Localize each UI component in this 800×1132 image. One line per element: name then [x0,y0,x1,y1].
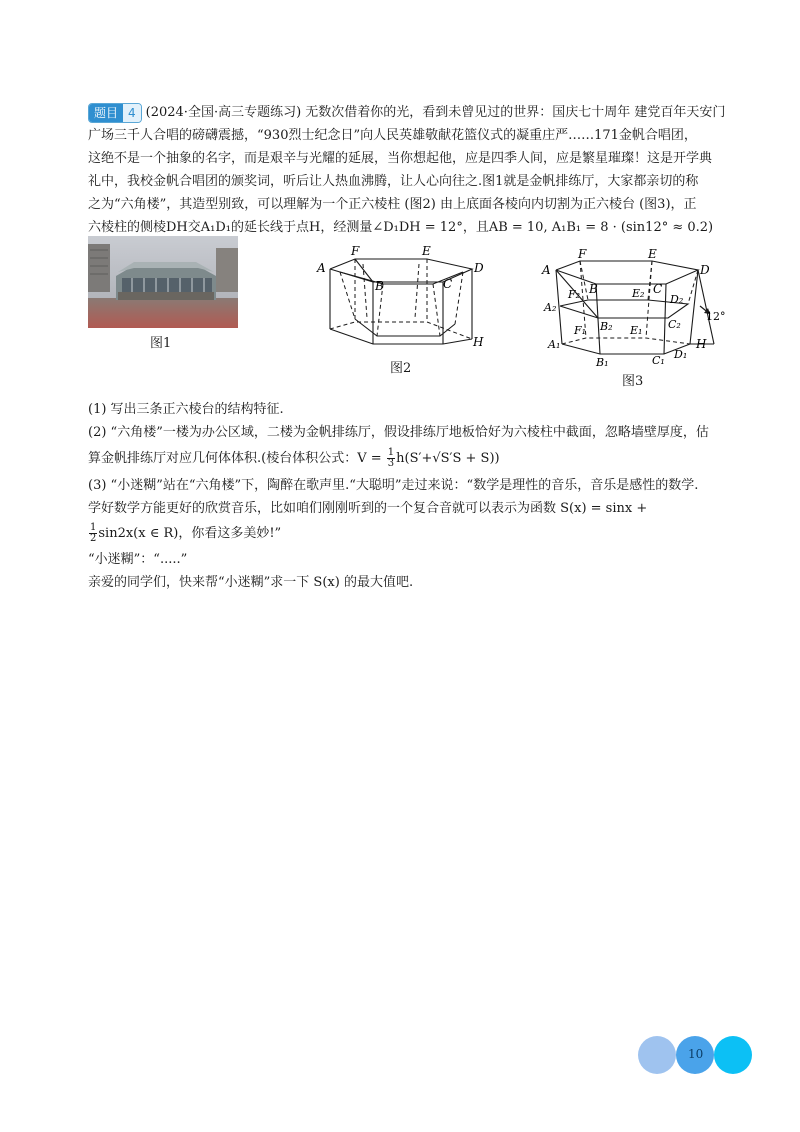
angle-label: 12° [706,310,726,323]
question-3-line-2: 学好数学方能更好的欣赏音乐，比如咱们刚刚听到的一个复合音就可以表示为函数 S(x) = sinx + [88,501,648,516]
figure-1-photo [88,236,238,328]
question-3-line-5: 亲爱的同学们，快来帮“小迷糊”求一下 S(x) 的最大值吧. [88,575,414,590]
label-B2: B₂ [600,320,613,333]
hexagonal-frustum-svg [538,248,738,370]
fraction-one-half [89,523,97,544]
intro-line-3: 这绝不是一个抽象的名字，而是艰辛与光耀的延展，当你想起他，应是四季人间，应是繁星璀璨！这是开学典 [88,151,713,166]
hexagon-building-photo [88,236,238,328]
label-B: B [589,282,598,296]
fraction-one-third [387,448,395,469]
label-C: C [443,277,453,291]
label-E: E [648,248,657,261]
label-F: F [351,244,360,258]
label-F: F [578,248,587,261]
badge-number: 4 [123,104,141,122]
question-3-line-4: “小迷糊”：“.....” [88,552,188,567]
figure-2-diagram [315,244,495,360]
figure-2-caption: 图2 [390,361,412,376]
label-E: E [422,244,431,258]
figure-1-caption: 图1 [150,336,172,351]
label-H: H [696,337,707,351]
frustum-volume-formula: h(S′+√S′S + S)) [396,451,500,466]
label-C2: C₂ [668,318,681,331]
fraction-denominator: 3 [387,458,395,469]
label-F1: F₁ [574,324,587,337]
label-A: A [317,261,326,275]
page-number: 10 [688,1047,704,1061]
intro-line-2: 广场三千人合唱的磅礴震撼，“930烈士纪念日”向人民英雄敬献花篮仪式的凝重庄严……171金帆合唱团， [88,128,697,143]
label-A2: A₂ [544,301,557,314]
fraction-numerator: 1 [90,522,97,533]
hexagonal-prism-svg [315,244,495,360]
problem-intro [88,101,728,239]
label-C: C [653,282,663,296]
label-D: D [700,263,710,277]
badge-label: 题目 [89,104,123,122]
intro-line-4: 礼中，我校金帆合唱团的颁奖词，听后让人热血沸腾，让人心向往之.图1就是金帆排练厅，大家都亲切的称 [88,174,699,189]
intro-line-5: 之为“六角楼”，其造型别致，可以理解为一个正六棱柱 (图2) 由上底面各棱向内切割为正六棱台 (图3)，正 [88,197,697,212]
label-D2: D₂ [670,293,684,306]
label-B: B [375,279,384,293]
question-1: (1) 写出三条正六棱台的结构特征. [88,402,284,417]
intro-line-1 [88,101,728,124]
intro-line-6: 六棱柱的侧棱DH交A₁D₁的延长线于点H，经测量∠D₁DH = 12°，且AB = 10, A₁B₁ = 8 · (sin12° ≈ 0.2) [88,220,714,235]
label-E1: E₁ [630,324,643,337]
question-2-line-1: (2) “六角楼”一楼为办公区域，二楼为金帆排练厅，假设排练厅地板恰好为六棱柱中截面，忽略墙壁厚度，估 [88,425,709,440]
function-expression: sin2x(x ∈ R)，你看这多美妙!” [98,526,282,541]
question-2-line-2 [88,444,728,474]
fraction-denominator: 2 [90,533,97,544]
label-H: H [473,335,484,349]
label-A1: A₁ [548,338,561,351]
question-3-line-1: (3) “小迷糊”站在“六角楼”下，陶醉在歌声里.“大聪明”走过来说：“数学是理性的音乐，音乐是感性的数学. [88,478,699,493]
problem-badge [88,103,142,123]
figure-3-diagram [538,248,738,370]
fraction-numerator: 1 [387,447,395,458]
label-A: A [542,263,551,277]
question-3-line-3 [88,520,728,548]
label-D: D [474,261,484,275]
label-B1: B₁ [596,356,609,369]
question-2-text: 算金帆排练厅对应几何体体积.(棱台体积公式：V = [88,451,382,466]
intro-text-1: (2024·全国·高三专题练习) 无数次借着你的光，看到未曾见过的世界：国庆七十周年 建党百年天安门 [145,105,726,120]
label-C1: C₁ [652,354,665,367]
label-E2: E₂ [632,287,645,300]
figure-3-caption: 图3 [622,374,644,389]
label-F2: F₂ [568,288,581,301]
label-D1: D₁ [674,348,688,361]
decor-circle-3 [714,1036,752,1074]
questions [88,398,728,594]
decor-circle-1 [638,1036,676,1074]
